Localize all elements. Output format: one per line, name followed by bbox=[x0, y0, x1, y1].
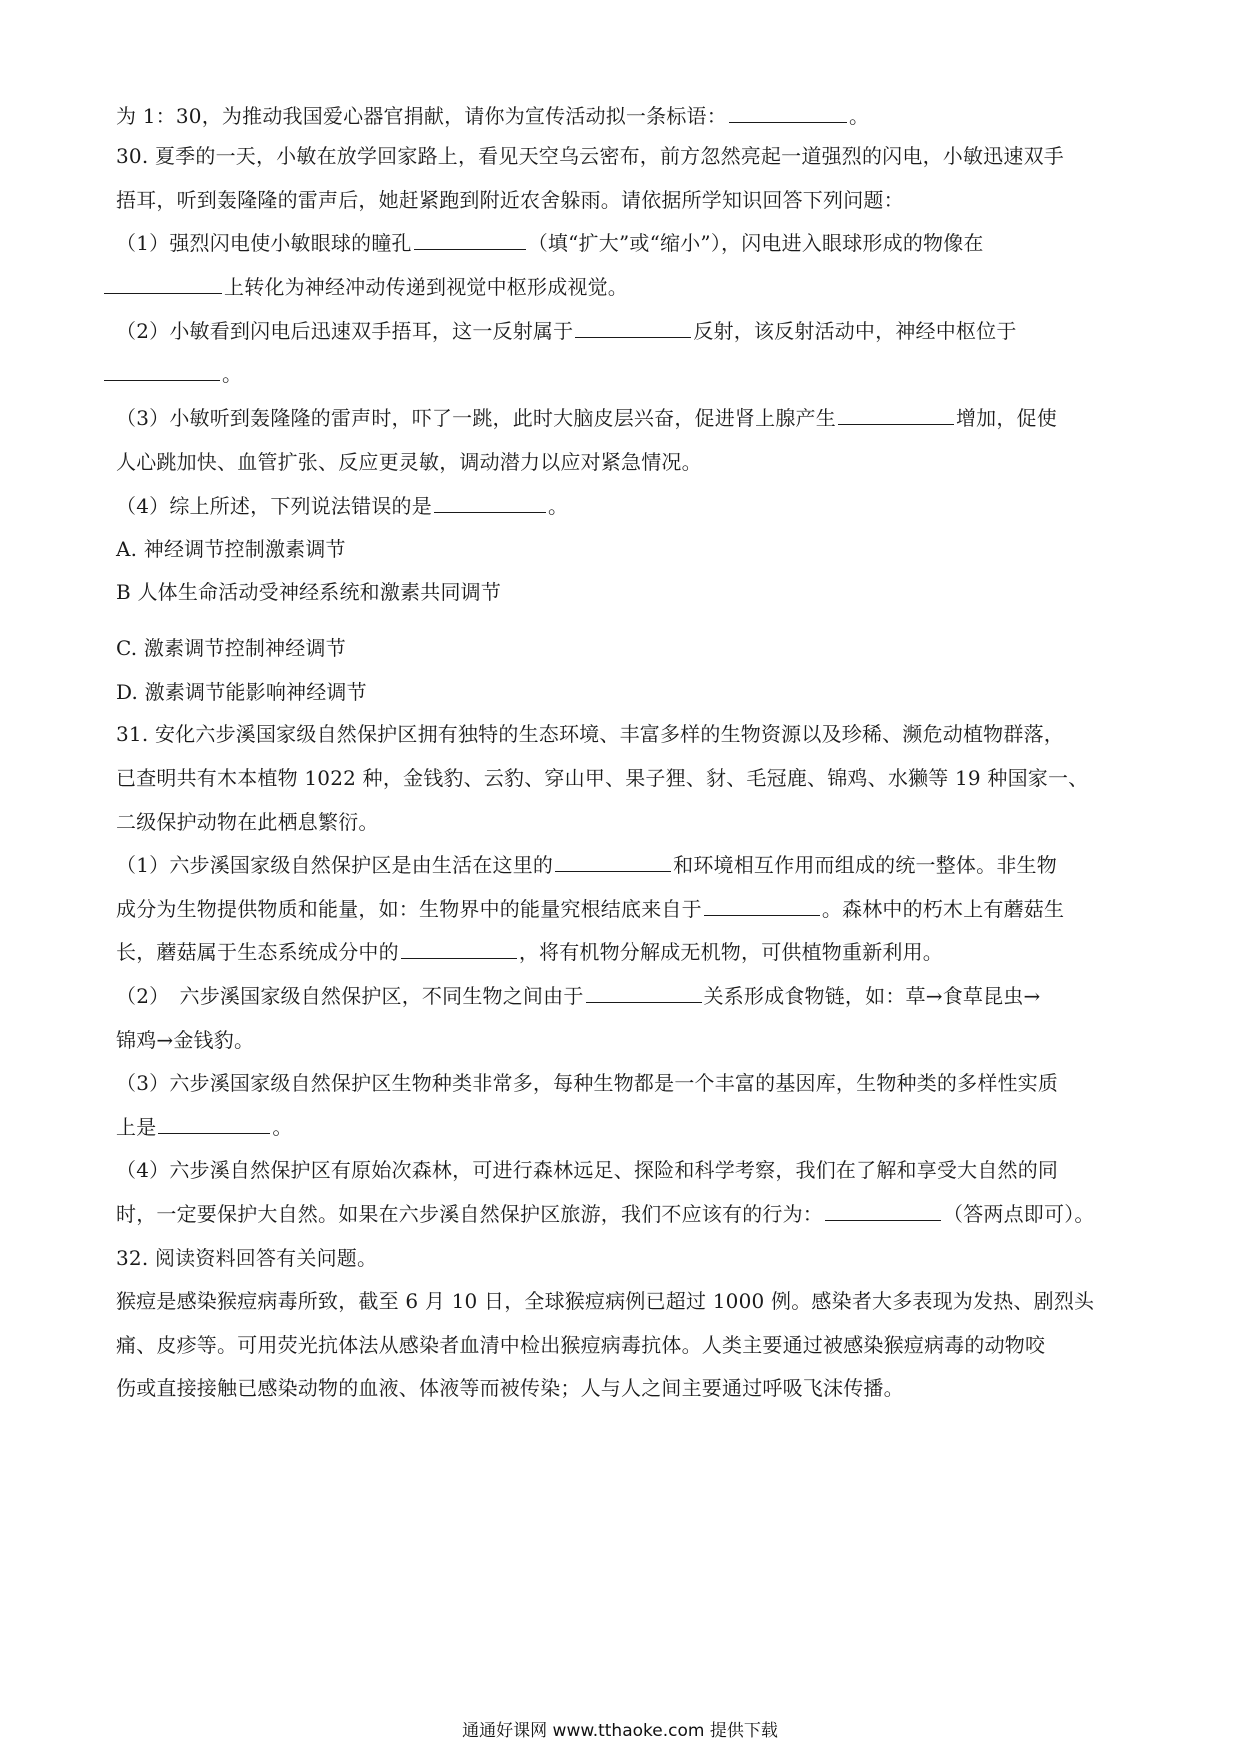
question-32-stem bbox=[116, 1246, 377, 1270]
text-line bbox=[116, 810, 379, 834]
line-text: ，将有机物分解成无机物，可供植物重新利用。 bbox=[518, 940, 944, 964]
answer-blank[interactable] bbox=[575, 319, 691, 338]
line-text: 猴痘是感染猴痘病毒所致，截至 6 月 10 日，全球猴痘病例已超过 1000 例。感染者大多表现为发热、剧烈头 bbox=[116, 1289, 1095, 1313]
line-text: （2） 六步溪国家级自然保护区，不同生物之间由于 bbox=[116, 984, 584, 1008]
line-text: （4）综上所述，下列说法错误的是 bbox=[116, 494, 432, 518]
option-b bbox=[116, 580, 501, 604]
line-text: 增加，促使 bbox=[955, 406, 1057, 430]
text-line bbox=[116, 275, 628, 299]
question-30-stem bbox=[116, 144, 1064, 168]
text-line bbox=[116, 188, 904, 212]
line-text: C. 激素调节控制神经调节 bbox=[116, 636, 346, 660]
line-text: 已查明共有木本植物 1022 种，金钱豹、云豹、穿山甲、果子狸、豺、毛冠鹿、锦鸡、水獭等 19 种国家一、 bbox=[116, 766, 1089, 790]
question-30-1 bbox=[116, 231, 984, 255]
line-text: 二级保护动物在此栖息繁衍。 bbox=[116, 810, 379, 834]
text-line bbox=[116, 1028, 254, 1052]
line-text: 反射，该反射活动中，神经中枢位于 bbox=[693, 319, 1017, 343]
text-line bbox=[116, 897, 1064, 921]
question-31-stem bbox=[116, 722, 1064, 746]
line-text: 上是 bbox=[116, 1115, 157, 1139]
line-text: 为 1：30，为推动我国爱心器官捐献，请你为宣传活动拟一条标语： bbox=[116, 104, 727, 128]
option-a bbox=[116, 537, 346, 561]
line-text: 锦鸡→金钱豹。 bbox=[116, 1028, 255, 1052]
line-text: （1）强烈闪电使小敏眼球的瞳孔 bbox=[116, 231, 412, 255]
answer-blank[interactable] bbox=[104, 362, 220, 381]
text-line bbox=[116, 1115, 293, 1139]
line-text: 关系形成食物链，如：草→食草昆虫→ bbox=[703, 984, 1041, 1008]
line-text: （2）小敏看到闪电后迅速双手捂耳，这一反射属于 bbox=[116, 319, 574, 343]
line-text: 。 bbox=[848, 104, 870, 128]
answer-blank[interactable] bbox=[434, 494, 546, 513]
line-text: 。 bbox=[222, 362, 243, 386]
text-line bbox=[116, 1333, 1045, 1357]
text-line bbox=[116, 362, 242, 386]
text-line bbox=[116, 104, 869, 128]
line-text: 痛、皮疹等。可用荧光抗体法从感染者血清中检出猴痘病毒抗体。人类主要通过被感染猴痘病毒的动物咬 bbox=[116, 1333, 1046, 1357]
answer-blank[interactable] bbox=[825, 1202, 941, 1221]
answer-blank[interactable] bbox=[586, 984, 702, 1003]
line-text: 伤或直接接触已感染动物的血液、体液等而被传染；人与人之间主要通过呼吸飞沫传播。 bbox=[116, 1376, 904, 1400]
answer-blank[interactable] bbox=[729, 104, 847, 123]
text-line bbox=[116, 766, 1088, 790]
line-text: 和环境相互作用而组成的统一整体。非生物 bbox=[673, 853, 1057, 877]
line-text: 捂耳，听到轰隆隆的雷声后，她赶紧跑到附近农舍躲雨。请依据所学知识回答下列问题： bbox=[116, 188, 904, 212]
line-text: D. 激素调节能影响神经调节 bbox=[116, 680, 367, 704]
line-text: （3）六步溪国家级自然保护区生物种类非常多，每种生物都是一个丰富的基因库，生物种类的多样性实质 bbox=[116, 1071, 1059, 1095]
line-text: 上转化为神经冲动传递到视觉中枢形成视觉。 bbox=[224, 275, 628, 299]
line-text: （答两点即可）。 bbox=[943, 1202, 1095, 1226]
line-text: A. 神经调节控制激素调节 bbox=[116, 537, 346, 561]
line-text: 长，蘑菇属于生态系统成分中的 bbox=[116, 940, 399, 964]
question-31-1 bbox=[116, 853, 1057, 877]
page-footer: 通通好课网 www.tthaoke.com 提供下载 bbox=[462, 1721, 778, 1741]
text-line bbox=[116, 450, 702, 474]
text-line bbox=[116, 1376, 904, 1400]
answer-blank[interactable] bbox=[704, 897, 820, 916]
line-text: 。 bbox=[272, 1115, 293, 1139]
option-d bbox=[116, 680, 367, 704]
line-text: （4）六步溪自然保护区有原始次森林，可进行森林远足、探险和科学考察，我们在了解和享受大自然的同 bbox=[116, 1158, 1059, 1182]
text-line bbox=[116, 1202, 1095, 1226]
line-text: （填“扩大”或“缩小”），闪电进入眼球形成的物像在 bbox=[527, 231, 984, 255]
question-30-4 bbox=[116, 494, 568, 518]
line-text: 31. 安化六步溪国家级自然保护区拥有独特的生态环境、丰富多样的生物资源以及珍稀、濒危动植物群落， bbox=[116, 722, 1064, 746]
answer-blank[interactable] bbox=[555, 853, 671, 872]
reading-material bbox=[116, 1289, 1094, 1313]
answer-blank[interactable] bbox=[158, 1115, 270, 1134]
line-text: 。森林中的朽木上有蘑菇生 bbox=[821, 897, 1065, 921]
question-31-4 bbox=[116, 1158, 1058, 1182]
answer-blank[interactable] bbox=[838, 406, 954, 425]
question-31-2 bbox=[116, 984, 1040, 1008]
answer-blank[interactable] bbox=[104, 275, 222, 294]
answer-blank[interactable] bbox=[414, 231, 526, 250]
option-c bbox=[116, 636, 346, 660]
line-text: 成分为生物提供物质和能量，如：生物界中的能量究根结底来自于 bbox=[116, 897, 702, 921]
answer-blank[interactable] bbox=[401, 940, 517, 959]
question-31-3 bbox=[116, 1071, 1058, 1095]
line-text: 。 bbox=[547, 494, 569, 518]
question-30-2 bbox=[116, 319, 1017, 343]
line-text: 30. 夏季的一天，小敏在放学回家路上，看见天空乌云密布，前方忽然亮起一道强烈的闪电，小敏迅速双手 bbox=[116, 144, 1064, 168]
line-text: （1）六步溪国家级自然保护区是由生活在这里的 bbox=[116, 853, 554, 877]
text-line bbox=[116, 940, 943, 964]
question-30-3 bbox=[116, 406, 1057, 430]
line-text: （3）小敏听到轰隆隆的雷声时，吓了一跳，此时大脑皮层兴奋，促进肾上腺产生 bbox=[116, 406, 836, 430]
line-text: 32. 阅读资料回答有关问题。 bbox=[116, 1246, 378, 1270]
line-text: 时，一定要保护大自然。如果在六步溪自然保护区旅游，我们不应该有的行为： bbox=[116, 1202, 823, 1226]
line-text: B 人体生命活动受神经系统和激素共同调节 bbox=[116, 580, 502, 604]
line-text: 人心跳加快、血管扩张、反应更灵敏，调动潜力以应对紧急情况。 bbox=[116, 450, 702, 474]
